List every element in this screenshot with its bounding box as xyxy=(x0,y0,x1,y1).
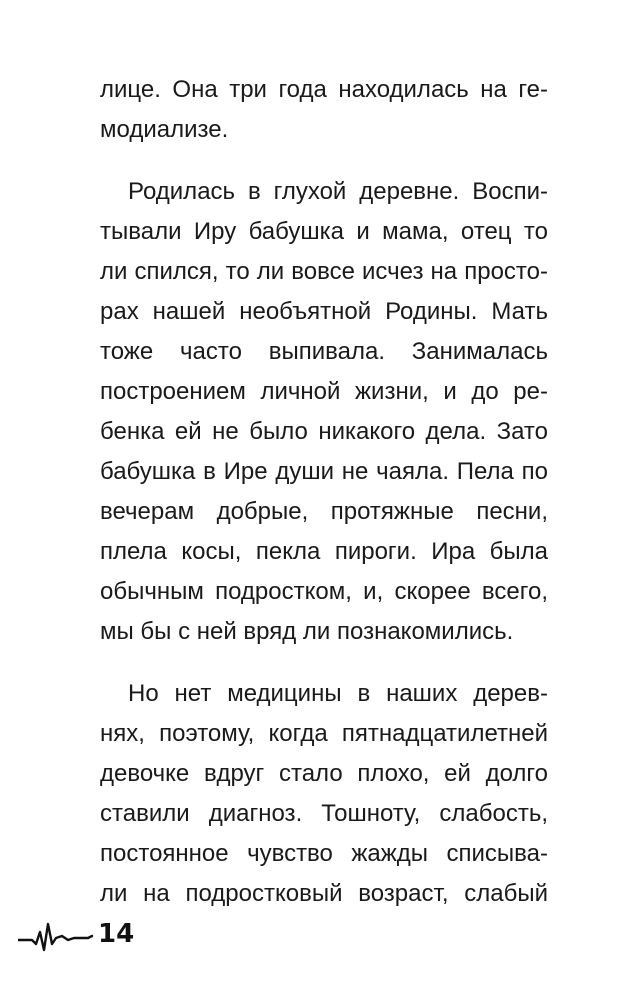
page-number: 14 xyxy=(98,919,135,949)
text-line: бенка ей не было никакого дела. Зато xyxy=(100,418,548,445)
text-line: обычным подростком, и, скорее всего, xyxy=(100,578,548,605)
text-line: ли на подростковый возраст, слабый xyxy=(100,880,548,907)
paragraph-gap xyxy=(100,652,548,674)
text-line: тывали Иру бабушка и мама, отец то xyxy=(100,218,548,245)
text-line: нях, поэтому, когда пятнадцатилетней xyxy=(100,720,548,747)
text-line: бабушка в Ире души не чаяла. Пела по xyxy=(100,458,548,485)
text-line: постоянное чувство жажды списыва- xyxy=(100,840,548,867)
text-line: Но нет медицины в наших дерев- xyxy=(128,680,548,707)
text-line: вечерам добрые, протяжные песни, xyxy=(100,498,548,525)
text-line: Родилась в глухой деревне. Воспи- xyxy=(128,178,548,205)
paragraph-gap xyxy=(100,150,548,172)
text-line: плела косы, пекла пироги. Ира была xyxy=(100,538,548,565)
text-line: девочке вдруг стало плохо, ей долго xyxy=(100,760,548,787)
text-line: рах нашей необъятной Родины. Мать xyxy=(100,298,548,325)
text-line: тоже часто выпивала. Занималась xyxy=(100,338,548,365)
text-line: построением личной жизни, и до ре- xyxy=(100,378,548,405)
body-text xyxy=(100,70,548,914)
page-footer xyxy=(18,912,134,956)
text-line: лице. Она три года находилась на ге- xyxy=(100,76,548,103)
text-line: ли спился, то ли вовсе исчез на просто- xyxy=(100,258,548,285)
heartbeat-icon xyxy=(18,914,94,954)
text-line: ставили диагноз. Тошноту, слабость, xyxy=(100,800,548,827)
text-line: модиализе. xyxy=(100,116,229,143)
text-line: мы бы с ней вряд ли познакомились. xyxy=(100,618,514,645)
